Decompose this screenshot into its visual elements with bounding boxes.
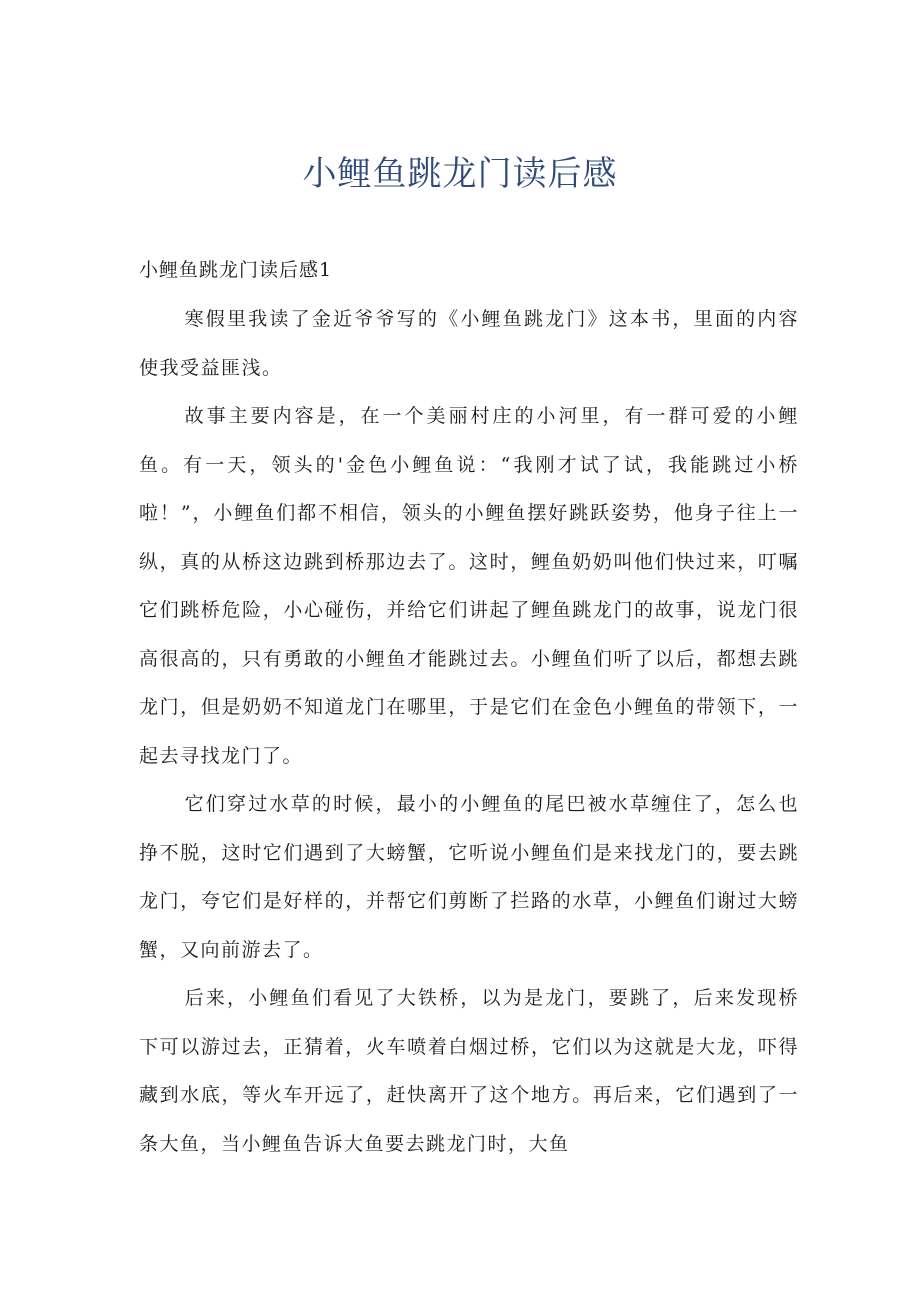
paragraph-1: 寒假里我读了金近爷爷写的《小鲤鱼跳龙门》这本书，里面的内容使我受益匪浅。 [139,308,799,379]
paragraph-2: 故事主要内容是，在一个美丽村庄的小河里，有一群可爱的小鲤鱼。有一天，领头的'金色小鲤鱼说：“我刚才试了试，我能跳过小桥啦！”，小鲤鱼们都不相信，领头的小鲤鱼摆好跳跃姿势，他身子往上一纵，真的从桥这边跳到桥那边去了。这时，鲤鱼奶奶叫他们快过来，叮嘱它们跳桥危险，小心碰伤，并给它们讲起了鲤鱼跳龙门的故事，说龙门很高很高的，只有勇敢的小鲤鱼才能跳过去。小鲤鱼们听了以后，都想去跳龙门，但是奶奶不知道龙门在哪里，于是它们在金色小鲤鱼的带领下，一起去寻找龙门了。 [139,405,799,767]
paragraph-4: 后来，小鲤鱼们看见了大铁桥，以为是龙门，要跳了，后来发现桥下可以游过去，正猜着，火车喷着白烟过桥，它们以为这就是大龙，吓得藏到水底，等火车开远了，赶快离开了这个地方。再后来，它们遇到了一条大鱼，当小鲤鱼告诉大鱼要去跳龙门时，大鱼 [139,987,799,1155]
paragraph-3: 它们穿过水草的时候，最小的小鲤鱼的尾巴被水草缠住了，怎么也挣不脱，这时它们遇到了大螃蟹，它听说小鲤鱼们是来找龙门的，要去跳龙门，夸它们是好样的，并帮它们剪断了拦路的水草，小鲤鱼们谢过大螃蟹，又向前游去了。 [139,793,799,961]
body-text [139,295,799,1168]
page-title: 小鲤鱼跳龙门读后感 [302,154,618,194]
section-heading: 小鲤鱼跳龙门读后感1 [139,259,333,281]
